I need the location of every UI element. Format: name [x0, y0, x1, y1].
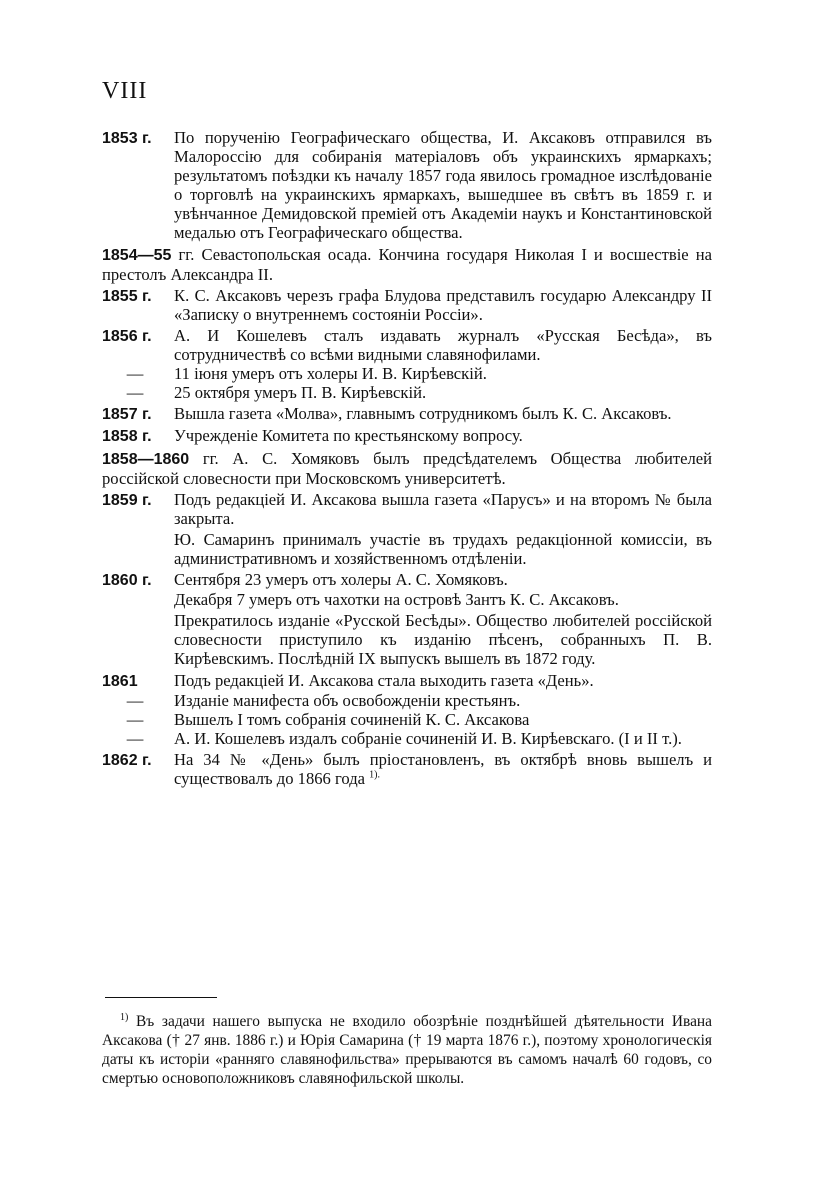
entry-text: Сентября 23 умеръ отъ холеры А. С. Хомяковъ.: [174, 570, 508, 590]
entry-text: А. И. Кошелевъ издалъ собраніе сочиненій И. В. Кирѣевскаго. (I и II т.).: [174, 728, 682, 748]
chronology-entry: 1853 г. По порученію Географическаго общества, И. Аксаковъ отправился въ Малороссію для собиранія матеріаловъ объ украинскихъ ярмаркахъ; результатомъ поѣздки къ началу 1857 года явилось громадное изслѣдованіе о торговлѣ на украинскихъ ярмаркахъ, вышедшее въ свѣтъ въ 1859 г. и увѣнчанное Демидовской преміей отъ Академіи наукъ и Константиновской медалью отъ Географическаго общества.: [102, 128, 712, 243]
entry-year: 1861: [102, 672, 138, 690]
entry-text: Вышла газета «Молва», главнымъ сотрудникомъ былъ К. С. Аксаковъ.: [174, 404, 672, 424]
chronology-entry: [102, 449, 712, 488]
chronology-entry: 1862 г. На 34 № «День» былъ пріостановленъ, въ октябрѣ вновь вышелъ и существовалъ до 1866 года $^{1).}$: [102, 749, 712, 788]
entry-text: Подъ редакціей И. Аксакова вышла газета «Парусъ» и на второмъ № была закрыта.: [174, 489, 712, 528]
entry-text: К. С. Аксаковъ черезъ графа Блудова представилъ государю Александру II «Записку о внутреннемъ состояніи Россіи».: [174, 285, 712, 324]
chronology-entry: [102, 671, 712, 691]
chronology-subentry: [102, 710, 712, 729]
entry-text: Вышелъ I томъ собранія сочиненій К. С. Аксакова: [174, 709, 530, 729]
entry-text: 25 октября умеръ П. В. Кирѣевскій.: [174, 383, 427, 403]
entry-year: 1860: [102, 572, 138, 590]
entry-text: Учрежденіе Комитета по крестьянскому вопросу.: [174, 426, 523, 446]
entry-text: Изданіе манифеста объ освобожденіи крестьянъ.: [174, 690, 521, 710]
entry-year: 1859: [102, 491, 138, 509]
chronology-subentry: [102, 691, 712, 710]
entry-year: 1857: [102, 406, 138, 424]
chronology-entry: 1855 г. К. С. Аксаковъ черезъ графа Блудова представилъ государю Александру II «Записку о внутреннемъ состояніи Россіи».: [102, 285, 712, 324]
entry-year: 1856: [102, 327, 138, 345]
entry-dash: —: [126, 728, 144, 748]
entry-text: гг. Севастопольская осада. Кончина государя Николая I и восшествіе на престолъ Александра II.: [102, 244, 712, 284]
entry-dash: —: [126, 383, 144, 403]
chronology-subentry: [102, 611, 712, 668]
entry-dash: —: [126, 709, 144, 729]
entry-text: Подъ редакціей И. Аксакова стала выходить газета «День».: [174, 670, 594, 690]
entry-year: 1855: [102, 287, 138, 305]
chronology-entry: 1859 г. Подъ редакціей И. Аксакова вышла газета «Парусъ» и на второмъ № была закрыта.: [102, 489, 712, 528]
entry-year: 1853: [102, 130, 138, 147]
chronology-subentry: [102, 590, 712, 609]
entry-year: 1862: [102, 751, 138, 769]
entry-text: По порученію Географическаго общества, И. Аксаковъ отправился въ Малороссію для собиранія матеріаловъ объ украинскихъ ярмаркахъ; результатомъ поѣздки къ началу 1857 года явилось громадное изслѣдованіе о торговлѣ на украинскихъ ярмаркахъ, вышедшее въ свѣтъ въ 1859 г. и увѣнчанное Демидовской преміей отъ Академіи наукъ и Константиновской медалью отъ Географическаго общества.: [174, 128, 712, 243]
chronology-entry: [102, 245, 712, 284]
entry-year: 1858: [102, 428, 138, 446]
chronology-entry: 1858 г. Учрежденіе Комитета по крестьянскому вопросу.: [102, 426, 712, 446]
chronology-entry: 1860 г. Сентября 23 умеръ отъ холеры А. С. Хомяковъ.: [102, 570, 712, 590]
chronology-subentry: [102, 530, 712, 568]
footnote: [102, 1012, 712, 1088]
entry-text: А. И Кошелевъ сталъ издавать журналъ «Русская Бесѣда», въ сотрудничествѣ со всѣми видными славянофилами.: [174, 325, 712, 365]
entry-text: гг. А. С. Хомяковъ былъ предсѣдателемъ Общества любителей россійской словесности при Московскомъ университетѣ.: [102, 448, 712, 488]
chronology-subentry: [102, 364, 712, 383]
entry-dash: —: [126, 364, 144, 384]
chronology-entry: 1856 г. А. И Кошелевъ сталъ издавать журналъ «Русская Бесѣда», въ сотрудничествѣ со всѣми видными славянофилами.: [102, 325, 712, 365]
entry-text: Прекратилось изданіе «Русской Бесѣды». Общество любителей россійской словесности приступило къ изданію пѣсенъ, собранныхъ П. В. Кирѣевскимъ. Послѣдній IX выпускъ вышелъ въ 1872 году.: [174, 611, 712, 669]
footnote-divider: [105, 997, 217, 998]
entry-year: 1858—1860: [102, 450, 190, 468]
chronology-list: [102, 128, 712, 790]
chronology-subentry: [102, 729, 712, 748]
page-number: VIII: [102, 78, 148, 104]
entry-text: 11 іюня умеръ отъ холеры И. В. Кирѣевскій.: [174, 364, 487, 384]
chronology-subentry: [102, 383, 712, 402]
entry-dash: —: [126, 690, 144, 710]
entry-text: На 34 № «День» былъ пріостановленъ, въ октябрѣ вновь вышелъ и существовалъ до 1866 года: [174, 749, 712, 788]
footnote-marker: 1): [120, 1011, 129, 1023]
entry-text: Декабря 7 умеръ отъ чахотки на островѣ Зантъ К. С. Аксаковъ.: [174, 590, 619, 610]
entry-text: Ю. Самаринъ принималъ участіе въ трудахъ редакціонной комиссіи, въ административномъ и хозяйственномъ отдѣленіи.: [174, 529, 712, 568]
footnote-reference: 1).: [369, 769, 381, 781]
chronology-entry: 1857 г. Вышла газета «Молва», главнымъ сотрудникомъ былъ К. С. Аксаковъ.: [102, 404, 712, 424]
entry-year: 1854—55: [102, 246, 172, 264]
footnote-text: Въ задачи нашего выпуска не входило обозрѣніе позднѣйшей дѣятельности Ивана Аксакова († 27 янв. 1886 г.) и Юрія Самарина († 19 марта 1876 г.), поэтому хронологическія даты къ исторіи «ранняго славянофильства» прерываются въ самомъ началѣ 60 годовъ, со смертью основоположниковъ славянофильской школы.: [102, 1013, 712, 1087]
